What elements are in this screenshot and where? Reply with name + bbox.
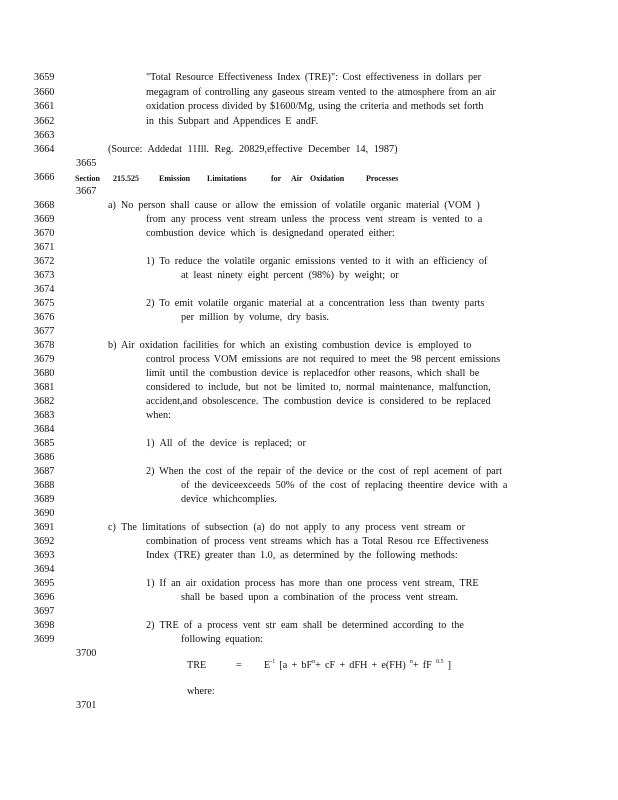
- line-number: 3685: [34, 438, 55, 449]
- line-number: 3686: [34, 452, 55, 463]
- text-line: combustion device which is designedand operated either:: [146, 228, 395, 239]
- line-number: 3679: [34, 354, 55, 365]
- text-line: a) No person shall cause or allow the emission of volatile organic material (VOM ): [108, 200, 480, 211]
- line-number: 3697: [34, 606, 55, 617]
- text-line: considered to include, but not be limited to, normal maintenance, malfunction,: [146, 382, 491, 393]
- section-title-word: Air: [291, 174, 303, 183]
- line-number: 3672: [34, 256, 55, 267]
- text-line: 1) If an air oxidation process has more than one process vent stream, TRE: [146, 578, 479, 589]
- line-number: 3676: [34, 312, 55, 323]
- line-number: 3662: [34, 116, 55, 127]
- line-number: 3701: [76, 700, 97, 711]
- line-number: 3665: [76, 158, 97, 169]
- line-number: 3695: [34, 578, 55, 589]
- line-number: 3699: [34, 634, 55, 645]
- text-line: control process VOM emissions are not required to meet the 98 percent emissions: [146, 354, 501, 365]
- text-line: megagram of controlling any gaseous stream vented to the atmosphere from an air: [146, 87, 496, 98]
- text-line: per million by volume, dry basis.: [181, 312, 329, 323]
- equation-rhs: $E^{-1}$ [$a + bF^n+$ cF + dFH + e(FH) $^n$+ fF $^{0.5}$ ]: [264, 658, 452, 671]
- text-line: Index (TRE) greater than 1.0, as determined by the following methods:: [146, 550, 458, 561]
- where-label: where:: [187, 686, 215, 697]
- line-number: 3690: [34, 508, 55, 519]
- text-line: combination of process vent streams which has a Total Resou rce Effectiveness: [146, 536, 489, 547]
- text-line: accident,and obsolescence. The combustion device is considered to be replaced: [146, 396, 491, 407]
- text-line: of the deviceexceeds 50% of the cost of replacing theentire device with a: [181, 480, 508, 491]
- line-number: 3677: [34, 326, 55, 337]
- equation-equals: =: [236, 660, 242, 671]
- line-number: 3667: [76, 186, 97, 197]
- text-line: c) The limitations of subsection (a) do not apply to any process vent stream or: [108, 522, 466, 533]
- line-number: 3669: [34, 214, 55, 225]
- text-line: at least ninety eight percent (98%) by weight; or: [181, 270, 399, 281]
- section-label: Section: [75, 174, 100, 183]
- line-number: 3661: [34, 101, 55, 112]
- line-number: 3684: [34, 424, 55, 435]
- line-number: 3664: [34, 144, 55, 155]
- text-line: 1) All of the device is replaced; or: [146, 438, 306, 449]
- section-title-word: Oxidation: [310, 174, 345, 183]
- line-number: 3666: [34, 172, 55, 183]
- section-title-word: Emission: [159, 174, 191, 183]
- line-number: 3671: [34, 242, 55, 253]
- line-number: 3681: [34, 382, 55, 393]
- source-note: (Source: Addedat 11Ill. Reg. 20829,effective December 14, 1987): [108, 144, 398, 155]
- line-number: 3700: [76, 648, 97, 659]
- text-line: from any process vent stream unless the process vent stream is vented to a: [146, 214, 483, 225]
- line-number: 3675: [34, 298, 55, 309]
- text-line: b) Air oxidation facilities for which an existing combustion device is employed to: [108, 340, 472, 351]
- text-line: 2) When the cost of the repair of the device or the cost of repl acement of part: [146, 466, 503, 477]
- line-number: 3689: [34, 494, 55, 505]
- line-number: 3693: [34, 550, 55, 561]
- line-number: 3659: [34, 72, 55, 83]
- text-line: shall be based upon a combination of the process vent stream.: [181, 592, 459, 603]
- line-number: 3691: [34, 522, 55, 533]
- line-number: 3668: [34, 200, 55, 211]
- text-line: limit until the combustion device is replacedfor other reasons, which shall be: [146, 368, 480, 379]
- text-line: 2) To emit volatile organic material at a concentration less than twenty parts: [146, 298, 485, 309]
- line-number: 3687: [34, 466, 55, 477]
- line-number: 3698: [34, 620, 55, 631]
- section-number: 215.525: [113, 174, 139, 183]
- text-line: "Total Resource Effectiveness Index (TRE)": Cost effectiveness in dollars per: [146, 72, 482, 83]
- text-line: 2) TRE of a process vent str eam shall be determined according to the: [146, 620, 464, 631]
- line-number: 3674: [34, 284, 55, 295]
- line-number: 3663: [34, 130, 55, 141]
- line-number: 3660: [34, 87, 55, 98]
- equation-lhs: TRE: [187, 660, 207, 671]
- line-number: 3683: [34, 410, 55, 421]
- text-line: in this Subpart and Appendices E andF.: [146, 116, 319, 127]
- text-line: device whichcomplies.: [181, 494, 277, 505]
- line-number: 3688: [34, 480, 55, 491]
- section-title-word: Processes: [366, 174, 399, 183]
- line-number: 3678: [34, 340, 55, 351]
- text-line: when:: [146, 410, 171, 421]
- line-number: 3692: [34, 536, 55, 547]
- line-number: 3673: [34, 270, 55, 281]
- text-line: 1) To reduce the volatile organic emissions vented to it with an efficiency of: [146, 256, 488, 267]
- text-line: oxidation process divided by $1600/Mg, using the criteria and methods set forth: [146, 101, 484, 112]
- line-number: 3682: [34, 396, 55, 407]
- text-line: following equation:: [181, 634, 264, 645]
- line-number: 3696: [34, 592, 55, 603]
- line-number: 3670: [34, 228, 55, 239]
- section-title-word: Limitations: [207, 174, 247, 183]
- line-number: 3680: [34, 368, 55, 379]
- line-number: 3694: [34, 564, 55, 575]
- section-title-word: for: [271, 174, 282, 183]
